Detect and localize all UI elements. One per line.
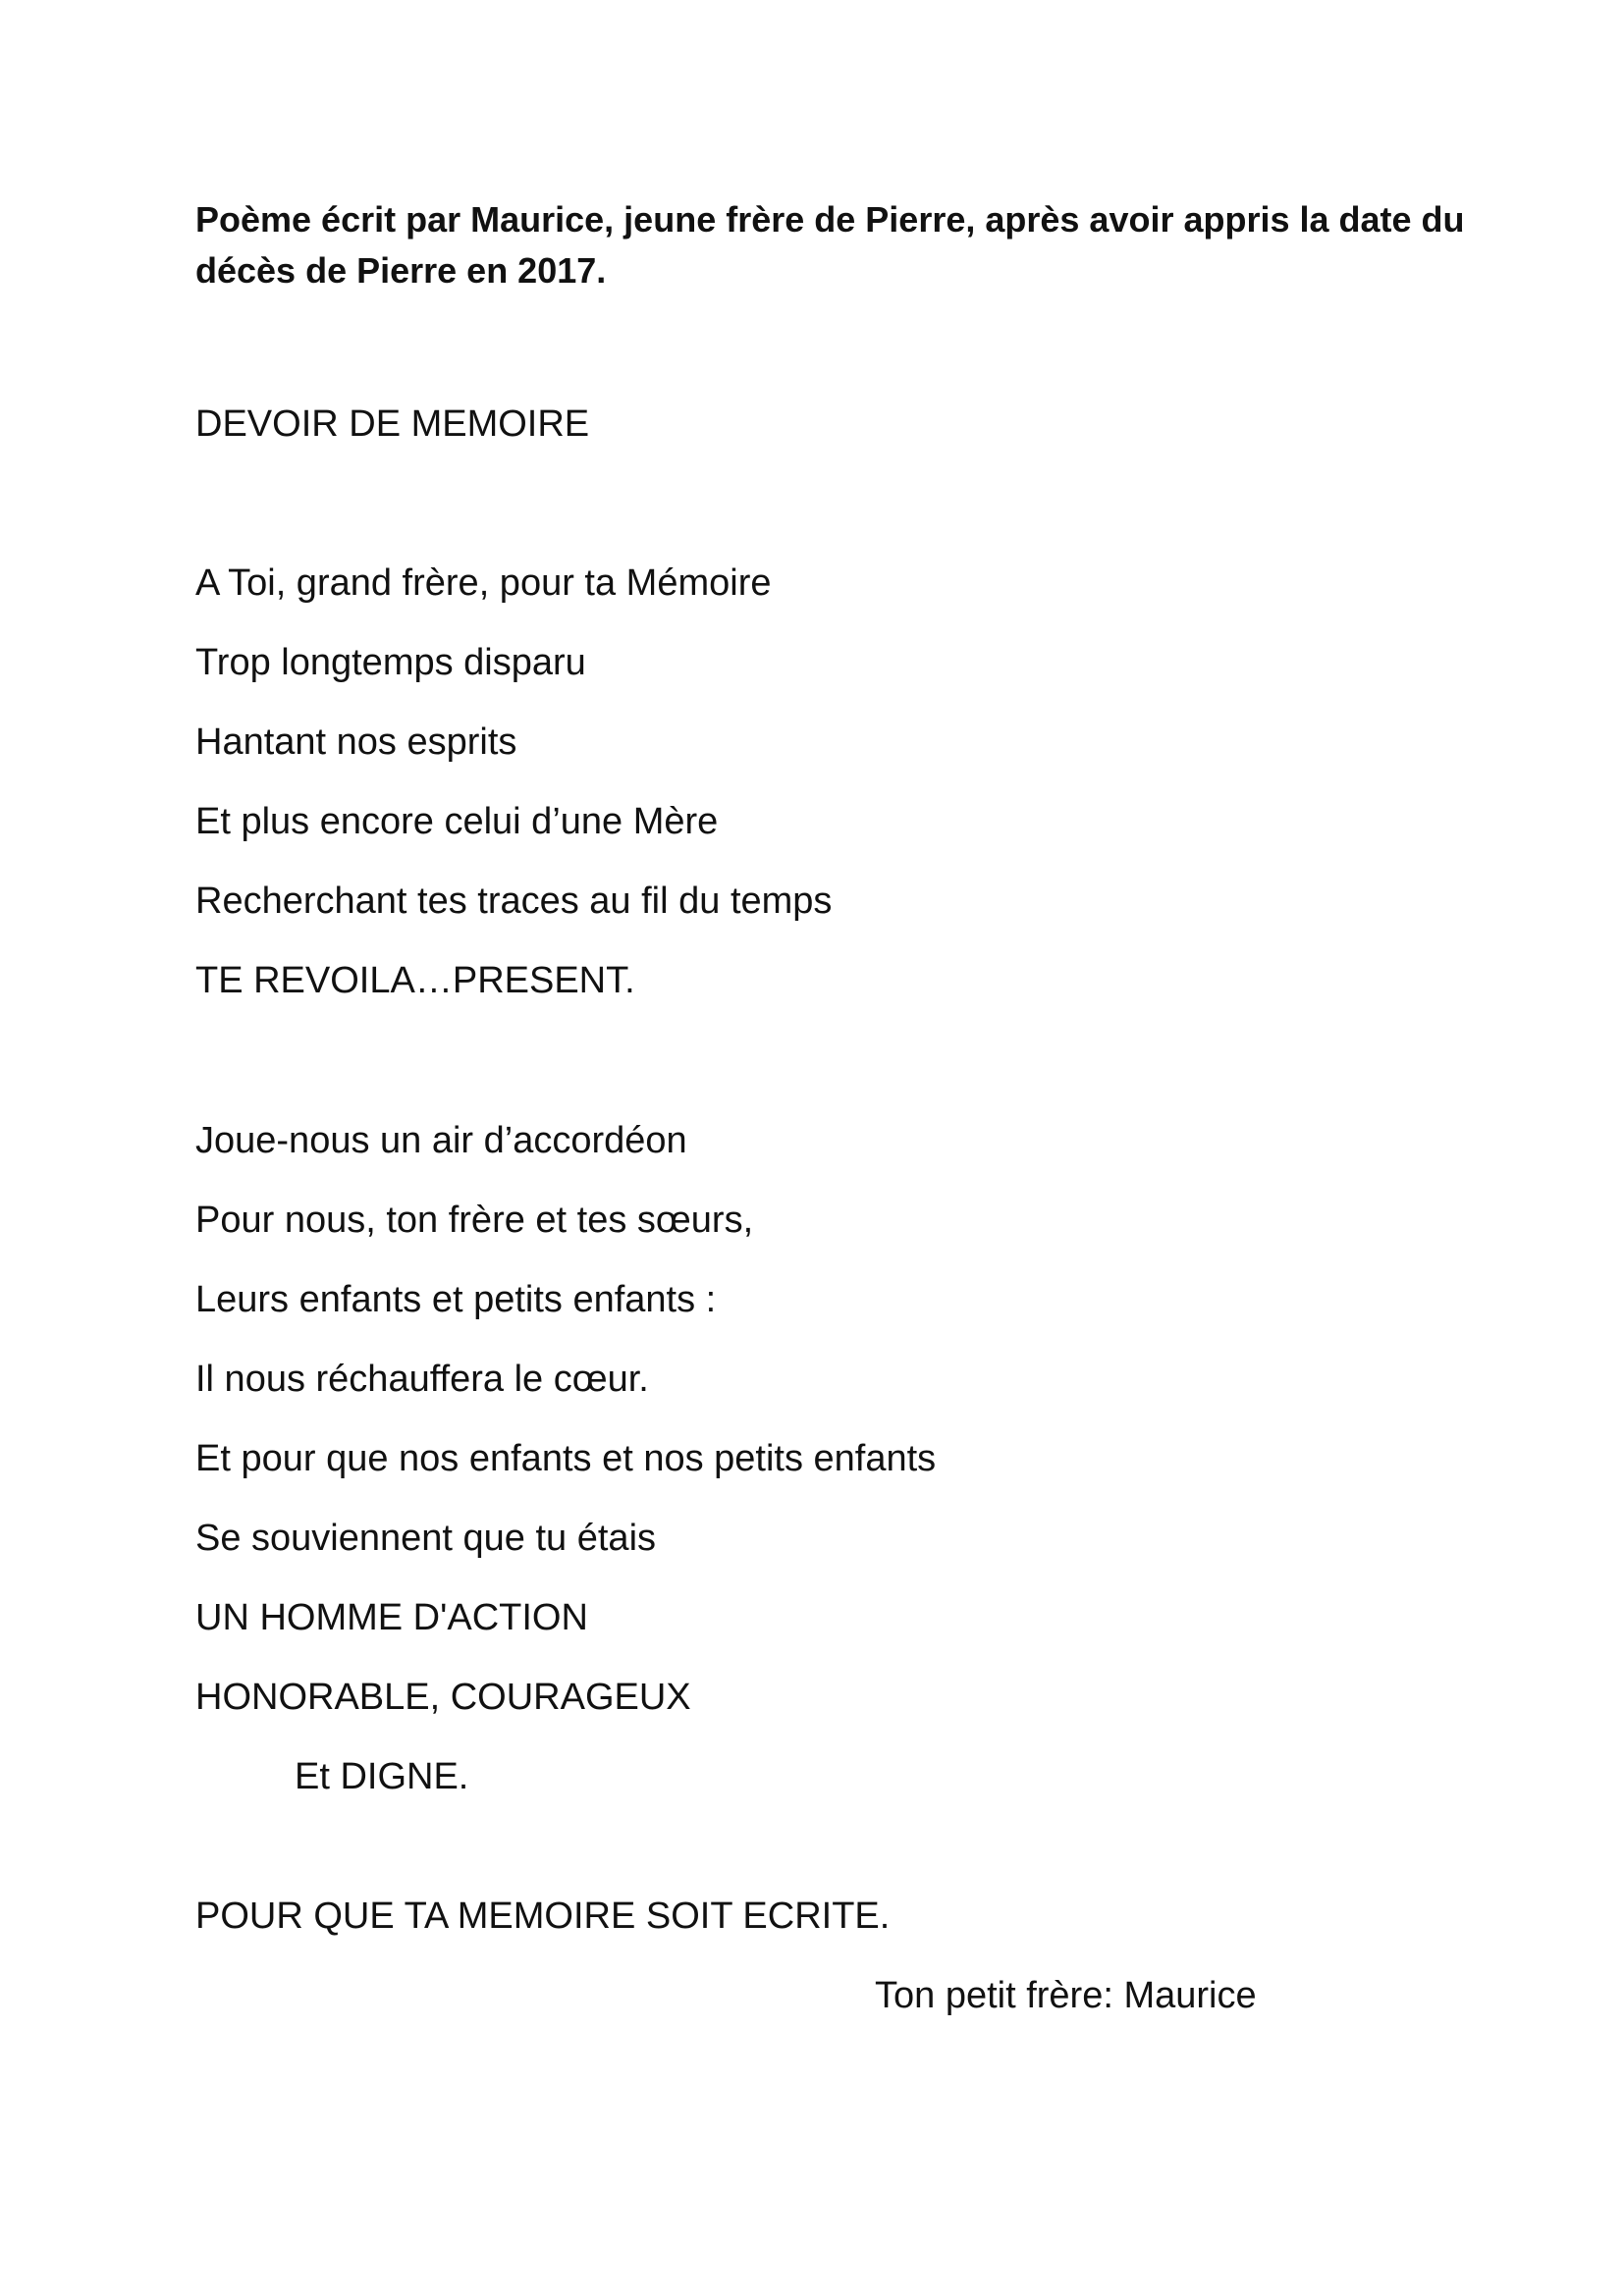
poem-line: Recherchant tes traces au fil du temps	[195, 881, 833, 922]
poem-line: Joue-nous un air d’accordéon	[195, 1120, 687, 1161]
poem-line: Et DIGNE.	[295, 1756, 469, 1797]
intro-paragraph: Poème écrit par Maurice, jeune frère de Pierre, après avoir appris la date du décès de Pierre en 2017.	[195, 199, 1465, 291]
poem-line: UN HOMME D'ACTION	[195, 1597, 588, 1638]
poem-line: Il nous réchauffera le cœur.	[195, 1359, 649, 1400]
poem-title: DEVOIR DE MEMOIRE	[195, 403, 590, 445]
poem-line: A Toi, grand frère, pour ta Mémoire	[195, 562, 772, 604]
poem-line: Et pour que nos enfants et nos petits enfants	[195, 1438, 937, 1479]
poem-line: Et plus encore celui d’une Mère	[195, 801, 719, 842]
poem-line: HONORABLE, COURAGEUX	[195, 1677, 691, 1718]
signature: Ton petit frère: Maurice	[875, 1975, 1257, 2016]
poem-line: Se souviennent que tu étais	[195, 1518, 657, 1559]
poem-line: Leurs enfants et petits enfants :	[195, 1279, 717, 1320]
poem-line: Hantant nos esprits	[195, 721, 517, 763]
closing-line: POUR QUE TA MEMOIRE SOIT ECRITE.	[195, 1896, 891, 1937]
poem-line: Trop longtemps disparu	[195, 642, 586, 683]
poem-line: Pour nous, ton frère et tes sœurs,	[195, 1200, 754, 1241]
poem-line: TE REVOILA…PRESENT.	[195, 960, 635, 1001]
